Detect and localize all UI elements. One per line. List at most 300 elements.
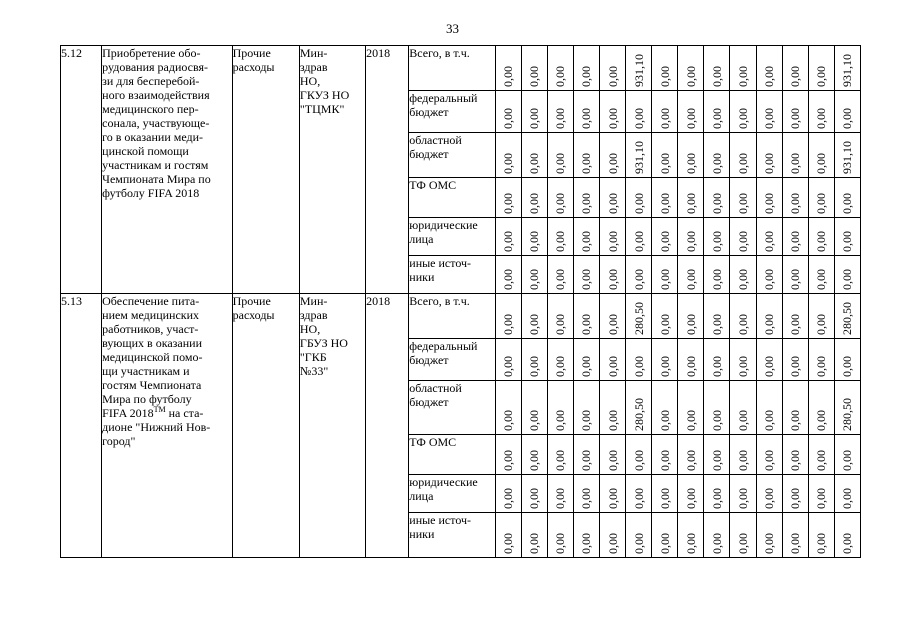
value-cell xyxy=(573,256,599,294)
value-cell xyxy=(495,339,521,381)
value-cell xyxy=(599,133,625,178)
text-line: юридические xyxy=(409,475,478,489)
text-line: го в оказании меди- xyxy=(102,130,204,144)
text-line: областной xyxy=(409,381,462,395)
value: 0,00 xyxy=(657,410,672,431)
value-cell xyxy=(599,513,625,558)
text-line: дионе "Нижний Нов- xyxy=(102,420,211,434)
value-cell xyxy=(704,381,730,435)
value: 0,00 xyxy=(527,450,542,471)
value-cell xyxy=(573,91,599,133)
value-cell xyxy=(599,339,625,381)
value: 0,00 xyxy=(527,533,542,554)
value: 0,00 xyxy=(762,153,777,174)
value: 0,00 xyxy=(840,193,855,214)
value: 0,00 xyxy=(553,269,568,290)
value: 0,00 xyxy=(814,356,829,377)
value-cell xyxy=(547,513,573,558)
value-cell xyxy=(495,435,521,475)
text-line: здрав xyxy=(299,60,328,74)
funding-source-cell xyxy=(409,256,495,294)
value-cell xyxy=(782,435,808,475)
text-line: бюджет xyxy=(409,353,449,367)
value: 931,10 xyxy=(840,54,855,87)
funding-source-cell xyxy=(409,435,495,475)
value-cell xyxy=(704,339,730,381)
value-cell xyxy=(547,294,573,339)
value-cell xyxy=(626,91,652,133)
value-cell xyxy=(547,475,573,513)
value: 0,00 xyxy=(605,66,620,87)
text-line: юридические xyxy=(409,218,478,232)
value: 0,00 xyxy=(579,533,594,554)
value-cell xyxy=(678,256,704,294)
value-cell xyxy=(756,178,782,218)
value: 0,00 xyxy=(605,410,620,431)
value: 0,00 xyxy=(683,410,698,431)
value: 0,00 xyxy=(709,108,724,129)
value-cell xyxy=(730,381,756,435)
value-cell xyxy=(495,178,521,218)
value: 0,00 xyxy=(657,153,672,174)
value-cell xyxy=(626,178,652,218)
value: 0,00 xyxy=(683,108,698,129)
value: 0,00 xyxy=(709,231,724,252)
value: 0,00 xyxy=(709,533,724,554)
value: 0,00 xyxy=(762,66,777,87)
value-cell xyxy=(652,218,678,256)
text-line: ГКУЗ НО xyxy=(299,88,350,102)
value: 0,00 xyxy=(762,108,777,129)
text-line: №33" xyxy=(299,364,329,378)
value-cell xyxy=(834,256,860,294)
value: 0,00 xyxy=(501,410,516,431)
value: 0,00 xyxy=(527,356,542,377)
value: 0,00 xyxy=(579,410,594,431)
value-cell xyxy=(756,133,782,178)
value-cell xyxy=(834,475,860,513)
text-line: бюджет xyxy=(409,147,449,161)
value: 0,00 xyxy=(657,108,672,129)
value: 0,00 xyxy=(553,231,568,252)
value-cell xyxy=(834,381,860,435)
value: 0,00 xyxy=(527,410,542,431)
text-line xyxy=(102,406,231,420)
value-cell xyxy=(782,294,808,339)
text-line: гостям Чемпионата xyxy=(102,378,202,392)
value-cell xyxy=(626,46,652,91)
value: 0,00 xyxy=(762,488,777,509)
value-cell xyxy=(782,513,808,558)
value-cell xyxy=(599,218,625,256)
value-cell xyxy=(756,294,782,339)
value: 0,00 xyxy=(788,193,803,214)
value: 0,00 xyxy=(657,314,672,335)
value: 0,00 xyxy=(553,488,568,509)
value: 0,00 xyxy=(501,193,516,214)
value-cell xyxy=(626,294,652,339)
value-cell xyxy=(626,435,652,475)
value: 0,00 xyxy=(788,269,803,290)
value-cell xyxy=(573,178,599,218)
value: 0,00 xyxy=(735,410,750,431)
text-line: расходы xyxy=(232,60,275,74)
value-cell xyxy=(678,46,704,91)
funding-source-cell xyxy=(409,91,495,133)
value-cell xyxy=(626,133,652,178)
text-line: расходы xyxy=(232,308,275,322)
value-cell xyxy=(782,178,808,218)
value: 0,00 xyxy=(814,153,829,174)
value-cell xyxy=(652,475,678,513)
value-cell xyxy=(573,218,599,256)
value-cell xyxy=(782,91,808,133)
value-cell xyxy=(652,513,678,558)
value: 0,00 xyxy=(605,450,620,471)
value: 280,50 xyxy=(840,302,855,335)
year-cell xyxy=(366,46,409,294)
funding-source-cell xyxy=(409,218,495,256)
value-cell xyxy=(730,513,756,558)
value-cell xyxy=(730,339,756,381)
value-cell xyxy=(782,133,808,178)
value: 0,00 xyxy=(814,231,829,252)
value: 0,00 xyxy=(553,314,568,335)
value: 0,00 xyxy=(631,450,646,471)
funding-source-cell xyxy=(409,381,495,435)
value-cell xyxy=(808,475,834,513)
text-line: сонала, участвующе- xyxy=(102,116,210,130)
year: 2018 xyxy=(366,46,391,60)
value: 0,00 xyxy=(579,193,594,214)
text-line: участникам и гостям xyxy=(102,158,209,172)
value-cell xyxy=(704,256,730,294)
value-cell xyxy=(547,339,573,381)
value-cell xyxy=(808,46,834,91)
value-cell xyxy=(573,381,599,435)
value-cell xyxy=(756,91,782,133)
value: 0,00 xyxy=(762,193,777,214)
expense-type-cell xyxy=(232,294,299,558)
value: 0,00 xyxy=(814,488,829,509)
value: 0,00 xyxy=(527,66,542,87)
value: 0,00 xyxy=(501,108,516,129)
value: 0,00 xyxy=(762,356,777,377)
text-line: зи для бесперебой- xyxy=(102,74,200,88)
value: 0,00 xyxy=(579,314,594,335)
value-cell xyxy=(495,133,521,178)
value-cell xyxy=(782,339,808,381)
funding-source-cell xyxy=(409,133,495,178)
value: 0,00 xyxy=(605,533,620,554)
value: 0,00 xyxy=(814,533,829,554)
value: 0,00 xyxy=(735,108,750,129)
value-cell xyxy=(834,513,860,558)
value: 0,00 xyxy=(579,450,594,471)
value: 0,00 xyxy=(762,450,777,471)
value: 0,00 xyxy=(762,410,777,431)
value: 0,00 xyxy=(683,66,698,87)
text-line: работников, участ- xyxy=(102,322,199,336)
value: 0,00 xyxy=(814,314,829,335)
value: 0,00 xyxy=(762,314,777,335)
text-line: вующих в оказании xyxy=(102,336,202,350)
value-cell xyxy=(808,513,834,558)
value-cell xyxy=(599,294,625,339)
value-cell xyxy=(652,435,678,475)
text-line: Всего, в т.ч. xyxy=(409,294,470,308)
value-cell xyxy=(782,218,808,256)
value: 0,00 xyxy=(579,269,594,290)
value: 0,00 xyxy=(553,356,568,377)
value: 931,10 xyxy=(631,54,646,87)
value: 0,00 xyxy=(788,450,803,471)
text-line: Всего, в т.ч. xyxy=(409,46,470,60)
value: 0,00 xyxy=(709,356,724,377)
text-line: лица xyxy=(409,489,434,503)
value: 280,50 xyxy=(631,398,646,431)
text-line: медицинского пер- xyxy=(102,102,199,116)
value-cell xyxy=(521,133,547,178)
value: 0,00 xyxy=(788,488,803,509)
value-cell xyxy=(808,178,834,218)
value-cell xyxy=(782,256,808,294)
value: 0,00 xyxy=(735,231,750,252)
value-cell xyxy=(678,339,704,381)
value-cell xyxy=(756,46,782,91)
value-cell xyxy=(547,381,573,435)
funding-source-cell xyxy=(409,294,495,339)
value: 0,00 xyxy=(501,314,516,335)
value-cell xyxy=(834,46,860,91)
value: 0,00 xyxy=(631,488,646,509)
value: 0,00 xyxy=(527,269,542,290)
value: 280,50 xyxy=(631,302,646,335)
value-cell xyxy=(782,475,808,513)
value-cell xyxy=(756,256,782,294)
value: 0,00 xyxy=(501,450,516,471)
value: 0,00 xyxy=(683,314,698,335)
table-row xyxy=(61,294,861,339)
value-cell xyxy=(626,381,652,435)
value: 0,00 xyxy=(735,269,750,290)
value: 0,00 xyxy=(709,269,724,290)
value-cell xyxy=(808,435,834,475)
value-cell xyxy=(495,91,521,133)
value-cell xyxy=(808,218,834,256)
text-line: ТФ ОМС xyxy=(409,435,457,449)
text-line: Прочие xyxy=(232,46,271,60)
value: 0,00 xyxy=(527,108,542,129)
value: 0,00 xyxy=(709,488,724,509)
executor-cell xyxy=(299,46,365,294)
text-line: ники xyxy=(409,527,435,541)
value: 0,00 xyxy=(631,231,646,252)
value: 0,00 xyxy=(579,356,594,377)
value: 0,00 xyxy=(735,314,750,335)
value: 0,00 xyxy=(527,314,542,335)
value: 0,00 xyxy=(605,108,620,129)
value-cell xyxy=(495,475,521,513)
value-cell xyxy=(808,91,834,133)
value: 0,00 xyxy=(683,269,698,290)
text-line: ГБУЗ НО xyxy=(299,336,348,350)
value: 0,00 xyxy=(579,66,594,87)
value-cell xyxy=(834,435,860,475)
value-cell xyxy=(573,133,599,178)
value: 0,00 xyxy=(840,231,855,252)
value-cell xyxy=(678,178,704,218)
value: 0,00 xyxy=(709,410,724,431)
value-cell xyxy=(704,435,730,475)
value-cell xyxy=(730,133,756,178)
value: 0,00 xyxy=(735,66,750,87)
value-cell xyxy=(704,178,730,218)
value: 0,00 xyxy=(840,450,855,471)
item-number-cell xyxy=(61,46,102,294)
text-line: Обеспечение пита- xyxy=(102,294,200,308)
value: 931,10 xyxy=(840,141,855,174)
value-cell xyxy=(599,178,625,218)
value: 0,00 xyxy=(657,533,672,554)
value-cell xyxy=(704,91,730,133)
text-line: здрав xyxy=(299,308,328,322)
value-cell xyxy=(521,475,547,513)
value: 0,00 xyxy=(579,108,594,129)
value: 0,00 xyxy=(788,153,803,174)
value: 0,00 xyxy=(788,356,803,377)
value: 0,00 xyxy=(840,269,855,290)
value-cell xyxy=(652,294,678,339)
value-cell xyxy=(495,46,521,91)
value: 0,00 xyxy=(709,66,724,87)
value-cell xyxy=(495,294,521,339)
value: 0,00 xyxy=(579,153,594,174)
value-cell xyxy=(652,381,678,435)
value: 0,00 xyxy=(788,108,803,129)
value-cell xyxy=(521,435,547,475)
value-cell xyxy=(495,381,521,435)
value: 0,00 xyxy=(605,231,620,252)
value: 0,00 xyxy=(814,66,829,87)
item-number: 5.13 xyxy=(61,294,82,308)
value: 0,00 xyxy=(553,66,568,87)
value-cell xyxy=(704,475,730,513)
value-cell xyxy=(834,178,860,218)
value-cell xyxy=(521,178,547,218)
budget-table xyxy=(60,45,861,558)
value: 0,00 xyxy=(762,231,777,252)
item-name-cell xyxy=(102,46,232,294)
value: 0,00 xyxy=(657,193,672,214)
text-fragment: на ста- xyxy=(165,406,204,420)
value-cell xyxy=(547,435,573,475)
value-cell xyxy=(808,381,834,435)
item-number: 5.12 xyxy=(61,46,82,60)
text-line: город" xyxy=(102,434,136,448)
value: 0,00 xyxy=(762,269,777,290)
value-cell xyxy=(834,133,860,178)
value: 0,00 xyxy=(683,488,698,509)
value: 280,50 xyxy=(840,398,855,431)
value-cell xyxy=(730,178,756,218)
value-cell xyxy=(521,218,547,256)
funding-source-cell xyxy=(409,475,495,513)
value-cell xyxy=(626,513,652,558)
value: 0,00 xyxy=(788,231,803,252)
value: 0,00 xyxy=(631,533,646,554)
value: 0,00 xyxy=(788,314,803,335)
value: 0,00 xyxy=(527,193,542,214)
value: 0,00 xyxy=(840,533,855,554)
value: 0,00 xyxy=(735,356,750,377)
value-cell xyxy=(547,133,573,178)
text-line: иные источ- xyxy=(409,513,472,527)
value: 0,00 xyxy=(683,356,698,377)
value: 0,00 xyxy=(631,269,646,290)
value-cell xyxy=(599,46,625,91)
value-cell xyxy=(808,294,834,339)
text-line: бюджет xyxy=(409,105,449,119)
value-cell xyxy=(547,218,573,256)
text-line: ного взаимодействия xyxy=(102,88,210,102)
funding-source-cell xyxy=(409,178,495,218)
value: 0,00 xyxy=(553,193,568,214)
text-line: Прочие xyxy=(232,294,271,308)
value: 0,00 xyxy=(553,450,568,471)
value-cell xyxy=(495,513,521,558)
value-cell xyxy=(834,339,860,381)
value-cell xyxy=(808,133,834,178)
value-cell xyxy=(652,178,678,218)
year: 2018 xyxy=(366,294,391,308)
value-cell xyxy=(756,218,782,256)
page-number: 33 xyxy=(446,21,459,36)
value: 0,00 xyxy=(501,488,516,509)
value: 0,00 xyxy=(683,450,698,471)
value-cell xyxy=(652,46,678,91)
value-cell xyxy=(652,339,678,381)
value: 0,00 xyxy=(605,314,620,335)
value: 0,00 xyxy=(788,410,803,431)
value: 0,00 xyxy=(501,231,516,252)
value-cell xyxy=(521,381,547,435)
value: 0,00 xyxy=(527,488,542,509)
value-cell xyxy=(834,218,860,256)
value: 0,00 xyxy=(501,269,516,290)
value-cell xyxy=(730,218,756,256)
item-number-cell xyxy=(61,294,102,558)
value: 0,00 xyxy=(631,108,646,129)
value: 0,00 xyxy=(631,356,646,377)
text-line: федеральный xyxy=(409,91,478,105)
value-cell xyxy=(730,256,756,294)
value-cell xyxy=(756,475,782,513)
value: 0,00 xyxy=(605,356,620,377)
value: 0,00 xyxy=(735,153,750,174)
value-cell xyxy=(756,339,782,381)
value: 0,00 xyxy=(657,66,672,87)
text-line: Мин- xyxy=(299,294,328,308)
table-row xyxy=(61,46,861,91)
value-cell xyxy=(626,218,652,256)
value: 0,00 xyxy=(814,193,829,214)
text-line: Мира по футболу xyxy=(102,392,192,406)
text-line: Приобретение обо- xyxy=(102,46,201,60)
text-line: рудования радиосвя- xyxy=(102,60,209,74)
text-line: ТФ ОМС xyxy=(409,178,457,192)
value-cell xyxy=(756,381,782,435)
